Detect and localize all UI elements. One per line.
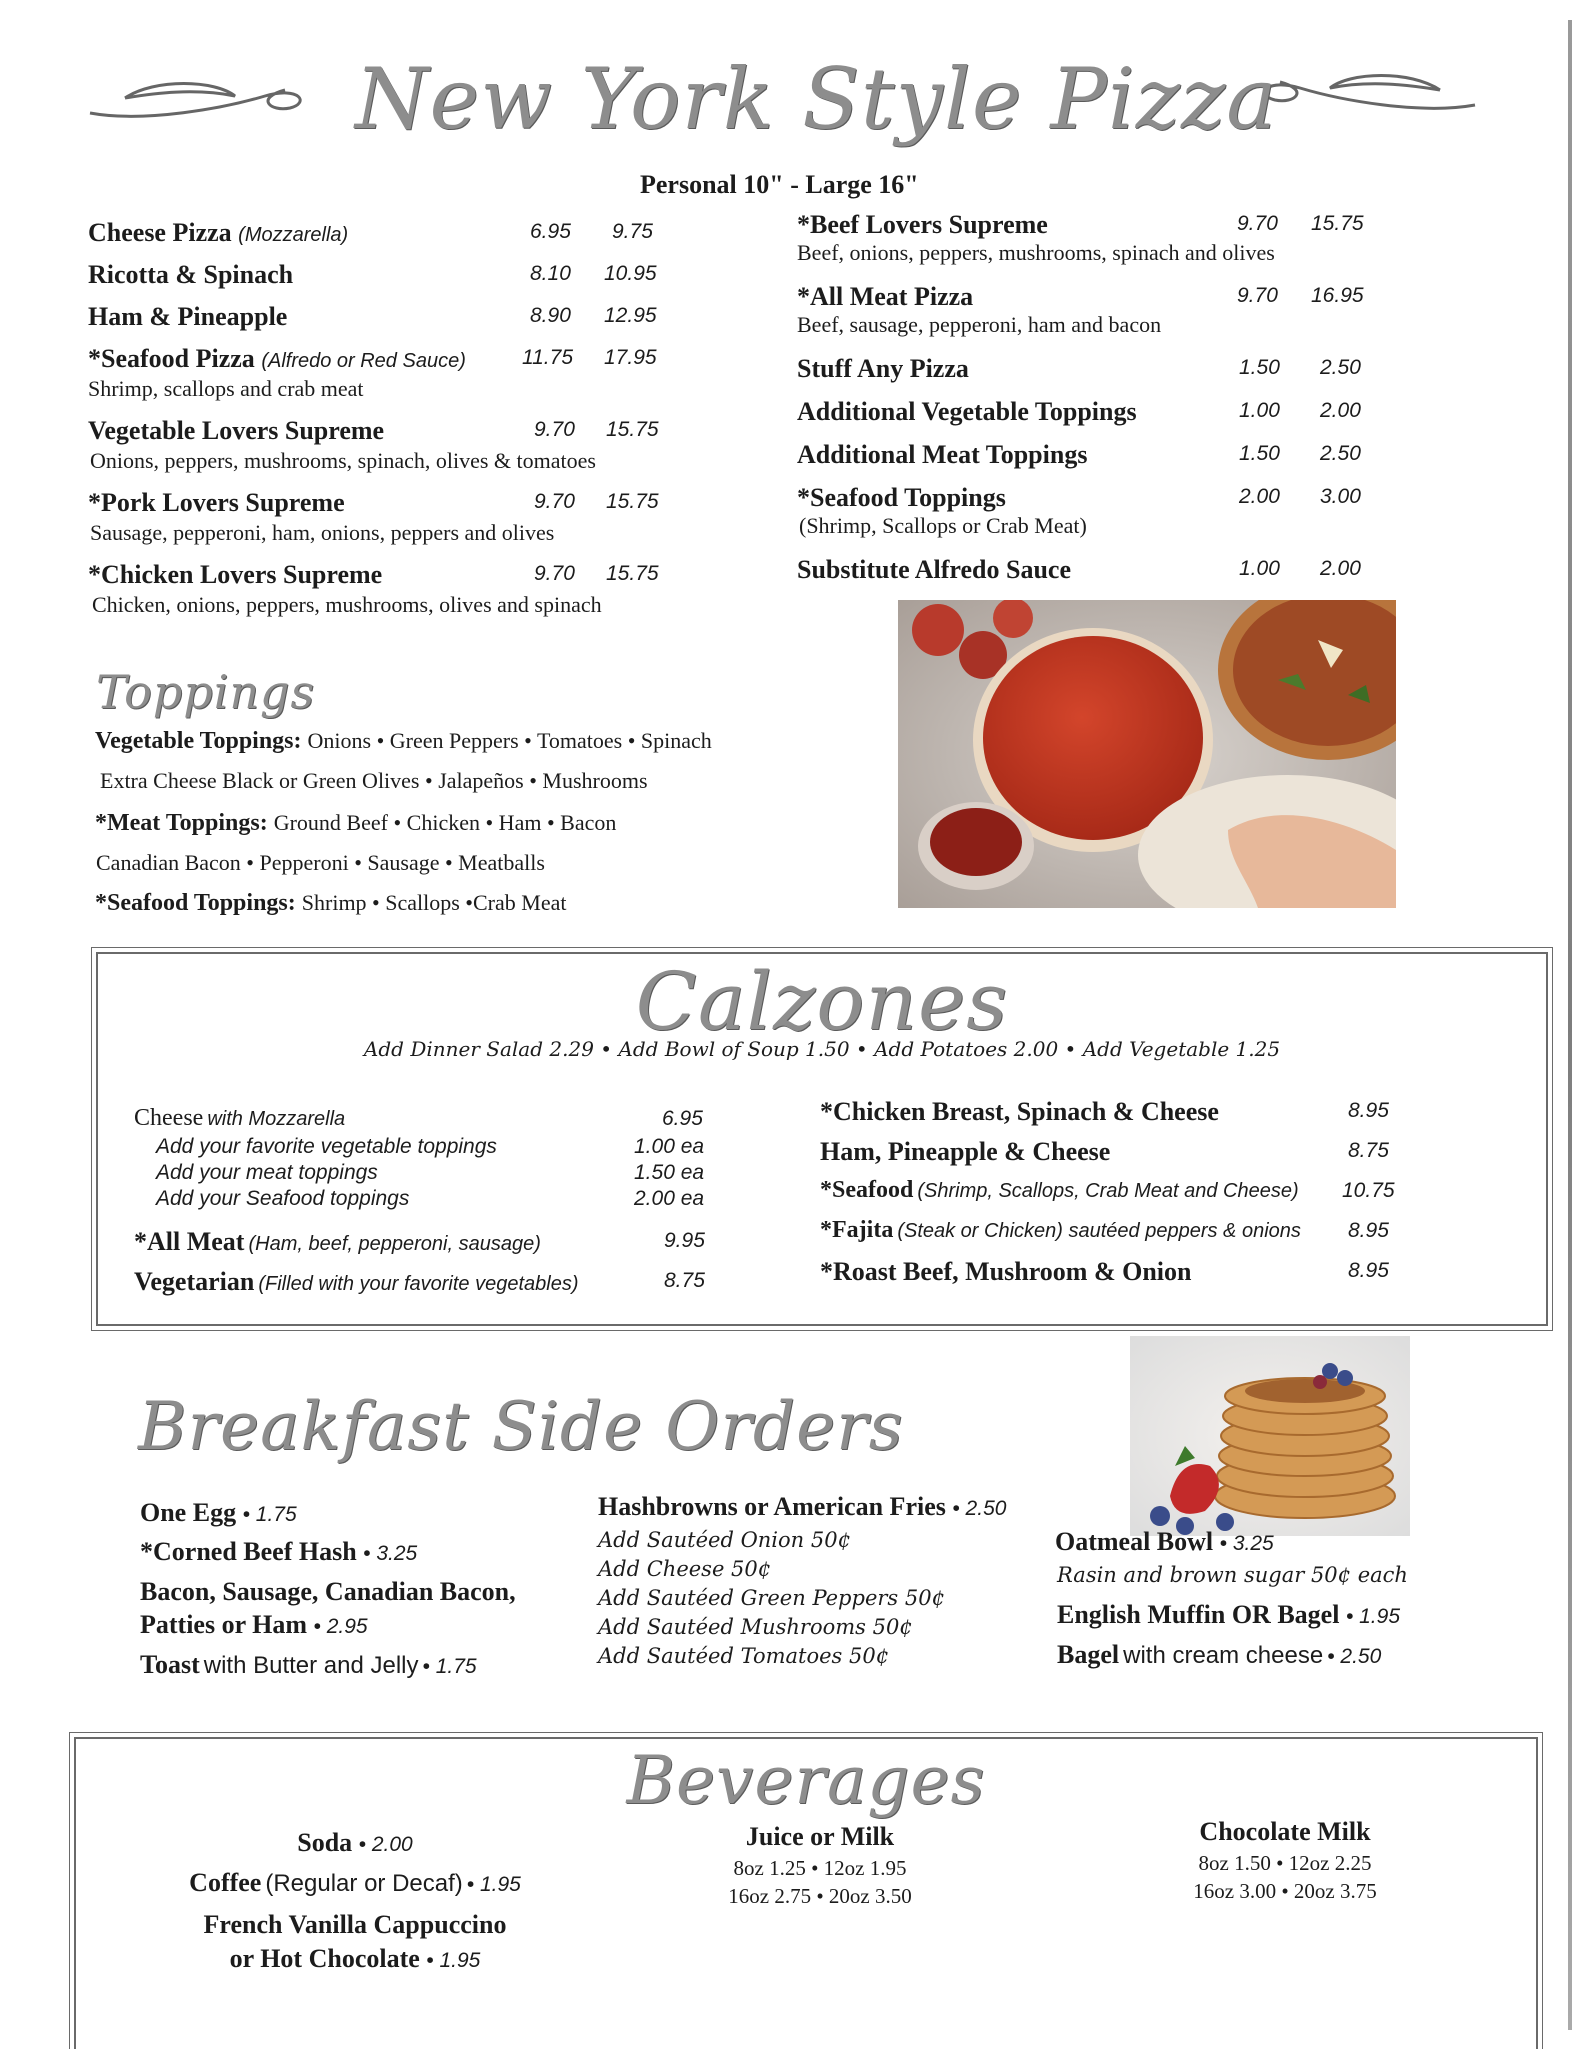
item-note: (Ham, beef, pepperoni, sausage)	[248, 1233, 541, 1255]
price-large: 17.95	[604, 346, 657, 369]
item-name: *Seafood Toppings	[797, 483, 1006, 512]
item-name: Cheese Pizza	[88, 218, 232, 247]
price-large: 2.50	[1320, 356, 1361, 379]
price-personal: 9.70	[1237, 284, 1278, 307]
item-note: Add your favorite vegetable toppings	[156, 1135, 497, 1158]
toppings-title: Toppings	[96, 665, 316, 719]
price-personal: 9.70	[534, 490, 575, 513]
item-desc: (Shrimp, Scallops or Crab Meat)	[799, 513, 1087, 538]
beverage-coffee	[130, 1868, 580, 1910]
list-item	[134, 1227, 724, 1267]
scan-edge	[1568, 20, 1572, 2030]
seafood-toppings-label: *Seafood Toppings:	[95, 890, 296, 916]
item-note: with cream cheese	[1123, 1642, 1324, 1669]
item-name: Ham, Pineapple & Cheese	[820, 1137, 1111, 1166]
item-name: Bagel	[1057, 1640, 1120, 1669]
item-price: 8.95	[1348, 1219, 1389, 1242]
item-name: Additional Meat Toppings	[797, 440, 1088, 469]
item-price: • 2.95	[313, 1615, 368, 1638]
breakfast-title: Breakfast Side Orders	[138, 1388, 904, 1465]
pizza-right-list	[797, 210, 1397, 598]
breakfast-oatmeal	[1055, 1527, 1274, 1557]
list-item	[134, 1267, 724, 1307]
item-desc: Beef, sausage, pepperoni, ham and bacon	[797, 312, 1162, 337]
price-large: 16.95	[1311, 284, 1364, 307]
beverage-chocolate-milk: Chocolate Milk	[1199, 1817, 1371, 1846]
chocolate-sizes-1: 8oz 1.50 • 12oz 2.25	[1198, 1851, 1372, 1875]
list-item: Add Cheese 50¢	[598, 1557, 772, 1581]
item-price: • 1.95	[426, 1949, 481, 1972]
item-name: Ricotta & Spinach	[88, 260, 294, 289]
list-item	[797, 354, 1397, 397]
breakfast-bacon-line1: Bacon, Sausage, Canadian Bacon,	[140, 1577, 516, 1606]
calzones-title: Calzones	[635, 955, 1009, 1048]
item-desc: Shrimp, scallops and crab meat	[88, 376, 364, 401]
calzones-left-list	[134, 1105, 724, 1307]
pizza-sizes: Personal 10" - Large 16"	[640, 170, 919, 199]
item-note: (Filled with your favorite vegetables)	[258, 1273, 579, 1295]
price-personal: 8.10	[530, 262, 571, 285]
item-price: 6.95	[662, 1107, 703, 1130]
toppings-meat-line1	[95, 810, 616, 837]
item-name: *Seafood	[820, 1177, 914, 1203]
price-large: 15.75	[606, 562, 659, 585]
meat-toppings-label: *Meat Toppings:	[95, 810, 268, 836]
price-large: 10.95	[604, 262, 657, 285]
toppings-seafood-line	[95, 890, 566, 917]
item-price: 1.00 ea	[634, 1135, 705, 1158]
item-price: 9.95	[664, 1229, 705, 1252]
meat-toppings-list: Ground Beef • Chicken • Ham • Bacon	[273, 810, 617, 835]
item-note: (Regular or Decaf)	[265, 1870, 463, 1897]
price-personal: 1.00	[1239, 557, 1280, 580]
list-item	[88, 488, 688, 560]
list-item	[134, 1105, 724, 1135]
list-item	[797, 282, 1397, 354]
item-name: *Pork Lovers Supreme	[88, 488, 345, 517]
item-name: Vegetarian	[134, 1267, 255, 1296]
list-item	[820, 1217, 1400, 1257]
item-name: *Chicken Breast, Spinach & Cheese	[820, 1097, 1219, 1126]
item-name: Cheese	[134, 1105, 204, 1131]
item-name: English Muffin OR Bagel	[1057, 1600, 1340, 1629]
item-name: Hashbrowns or American Fries	[598, 1492, 946, 1521]
list-item	[820, 1177, 1400, 1217]
price-personal: 9.70	[534, 418, 575, 441]
item-price: • 3.25	[363, 1542, 418, 1565]
list-item	[797, 483, 1397, 555]
item-desc: Onions, peppers, mushrooms, spinach, olives & tomatoes	[90, 448, 596, 473]
price-large: 2.00	[1320, 557, 1361, 580]
item-desc: Beef, onions, peppers, mushrooms, spinach and olives	[797, 240, 1275, 265]
item-name: One Egg	[140, 1498, 237, 1527]
item-price: • 2.00	[358, 1833, 413, 1856]
list-item	[134, 1187, 724, 1227]
list-item	[88, 416, 688, 488]
calzones-addons: Add Dinner Salad 2.29 • Add Bowl of Soup 1.50 • Add Potatoes 2.00 • Add Vegetable 1.25	[363, 1037, 1281, 1061]
price-personal: 1.50	[1239, 442, 1280, 465]
item-price: • 2.50	[952, 1497, 1007, 1520]
veg-toppings-list: Onions • Green Peppers • Tomatoes • Spinach	[307, 728, 712, 753]
item-name: or Hot Chocolate	[229, 1944, 420, 1973]
pizza-left-list	[88, 218, 688, 632]
list-item	[820, 1257, 1400, 1297]
item-name: Coffee	[189, 1868, 262, 1897]
list-item	[134, 1135, 724, 1161]
list-item	[88, 344, 688, 416]
item-price: • 3.25	[1219, 1532, 1274, 1555]
price-large: 9.75	[612, 220, 653, 243]
breakfast-hash	[140, 1537, 417, 1567]
calzones-right-list	[820, 1097, 1400, 1297]
breakfast-muffin	[1057, 1600, 1400, 1630]
item-price: • 1.75	[422, 1655, 477, 1678]
list-item	[88, 560, 688, 632]
list-item	[797, 210, 1397, 282]
beverage-cappuccino-line1: French Vanilla Cappuccino	[203, 1910, 507, 1939]
item-note: (Alfredo or Red Sauce)	[261, 350, 466, 372]
beverage-cappuccino-line2	[130, 1944, 580, 1974]
item-price: 8.95	[1348, 1259, 1389, 1282]
pizza-photo	[898, 600, 1396, 908]
beverages-col-3	[1085, 1817, 1485, 1904]
juice-sizes-2: 16oz 2.75 • 20oz 3.50	[728, 1884, 912, 1908]
list-item: Add Sautéed Mushrooms 50¢	[598, 1615, 913, 1639]
item-note: Add your meat toppings	[156, 1161, 378, 1184]
item-note: Add your Seafood toppings	[156, 1187, 410, 1210]
price-large: 15.75	[1311, 212, 1364, 235]
item-price: • 1.75	[242, 1503, 297, 1526]
list-item	[134, 1161, 724, 1187]
item-name: Additional Vegetable Toppings	[797, 397, 1137, 426]
price-personal: 9.70	[1237, 212, 1278, 235]
item-price: • 2.50	[1327, 1645, 1382, 1668]
item-name: *Beef Lovers Supreme	[797, 210, 1048, 239]
juice-sizes-1: 8oz 1.25 • 12oz 1.95	[733, 1856, 907, 1880]
chocolate-sizes-2: 16oz 3.00 • 20oz 3.75	[1193, 1879, 1377, 1903]
list-item	[797, 397, 1397, 440]
toppings-veg-line2: Extra Cheese Black or Green Olives • Jalapeños • Mushrooms	[100, 768, 648, 793]
item-price: 10.75	[1342, 1179, 1395, 1202]
item-name: *Fajita	[820, 1217, 894, 1243]
list-item: Add Sautéed Onion 50¢	[598, 1528, 851, 1552]
item-name: Vegetable Lovers Supreme	[88, 416, 385, 445]
item-note: with Mozzarella	[207, 1108, 346, 1130]
item-price: 8.75	[664, 1269, 705, 1292]
item-name: *Chicken Lovers Supreme	[88, 560, 383, 589]
price-large: 3.00	[1320, 485, 1361, 508]
toppings-meat-line2: Canadian Bacon • Pepperoni • Sausage • Meatballs	[96, 850, 545, 875]
price-personal: 9.70	[534, 562, 575, 585]
list-item	[820, 1097, 1400, 1137]
list-item	[88, 218, 688, 260]
list-item: Add Sautéed Green Peppers 50¢	[598, 1586, 945, 1610]
beverages-col-2	[620, 1822, 1020, 1909]
item-price: • 1.95	[1345, 1605, 1400, 1628]
list-item	[797, 440, 1397, 483]
list-item: Add Sautéed Tomatoes 50¢	[598, 1644, 890, 1668]
pizza-title: New York Style Pizza	[355, 50, 1278, 148]
price-personal: 11.75	[522, 346, 573, 369]
list-item	[88, 260, 688, 302]
price-large: 2.00	[1320, 399, 1361, 422]
beverage-juice: Juice or Milk	[745, 1822, 895, 1851]
item-desc: Chicken, onions, peppers, mushrooms, olives and spinach	[92, 592, 602, 617]
veg-toppings-label: Vegetable Toppings:	[95, 728, 302, 754]
price-large: 15.75	[606, 418, 659, 441]
price-personal: 2.00	[1239, 485, 1280, 508]
item-name: Soda	[297, 1828, 353, 1857]
item-note: with Butter and Jelly	[203, 1652, 419, 1679]
beverages-title: Beverages	[626, 1742, 986, 1819]
breakfast-bagel	[1057, 1640, 1381, 1670]
breakfast-hashbrowns	[598, 1492, 1006, 1522]
item-desc: Sausage, pepperoni, ham, onions, peppers and olives	[90, 520, 555, 545]
item-name: Toast	[140, 1650, 200, 1679]
item-price: 8.95	[1348, 1099, 1389, 1122]
item-name: Stuff Any Pizza	[797, 354, 969, 383]
price-personal: 6.95	[530, 220, 571, 243]
item-price: • 1.95	[466, 1873, 521, 1896]
list-item	[820, 1137, 1400, 1177]
price-large: 15.75	[606, 490, 659, 513]
toppings-veg-line1	[95, 728, 712, 755]
item-name: Patties or Ham	[140, 1610, 308, 1639]
list-item	[797, 555, 1397, 598]
hashbrowns-addons	[598, 1526, 945, 1671]
beverage-soda	[130, 1828, 580, 1868]
item-note: (Mozzarella)	[238, 224, 349, 246]
price-large: 2.50	[1320, 442, 1361, 465]
beverages-col-1	[130, 1828, 580, 1974]
item-name: *All Meat Pizza	[797, 282, 974, 311]
breakfast-toast	[140, 1650, 477, 1680]
list-item	[88, 302, 688, 344]
price-personal: 1.00	[1239, 399, 1280, 422]
item-name: *Roast Beef, Mushroom & Onion	[820, 1257, 1192, 1286]
flourish-right-icon	[1250, 60, 1480, 120]
item-name: *All Meat	[134, 1227, 245, 1256]
item-price: 2.00 ea	[634, 1187, 705, 1210]
item-name: Ham & Pineapple	[88, 302, 288, 331]
breakfast-bacon-line2	[140, 1610, 368, 1640]
item-price: 8.75	[1348, 1139, 1389, 1162]
item-note: (Steak or Chicken) sautéed peppers & onions	[897, 1220, 1301, 1242]
seafood-toppings-list: Shrimp • Scallops •Crab Meat	[301, 890, 567, 915]
price-large: 12.95	[604, 304, 657, 327]
price-personal: 1.50	[1239, 356, 1280, 379]
oatmeal-note: Rasin and brown sugar 50¢ each	[1057, 1563, 1408, 1587]
item-note: (Shrimp, Scallops, Crab Meat and Cheese)	[917, 1180, 1299, 1202]
item-name: *Corned Beef Hash	[140, 1537, 357, 1566]
breakfast-egg	[140, 1498, 297, 1528]
pancakes-photo	[1130, 1336, 1410, 1536]
flourish-left-icon	[85, 68, 315, 128]
item-price: 1.50 ea	[634, 1161, 705, 1184]
item-name: *Seafood Pizza	[88, 344, 255, 373]
item-name: Oatmeal Bowl	[1055, 1527, 1214, 1556]
item-name: Substitute Alfredo Sauce	[797, 555, 1071, 584]
price-personal: 8.90	[530, 304, 571, 327]
